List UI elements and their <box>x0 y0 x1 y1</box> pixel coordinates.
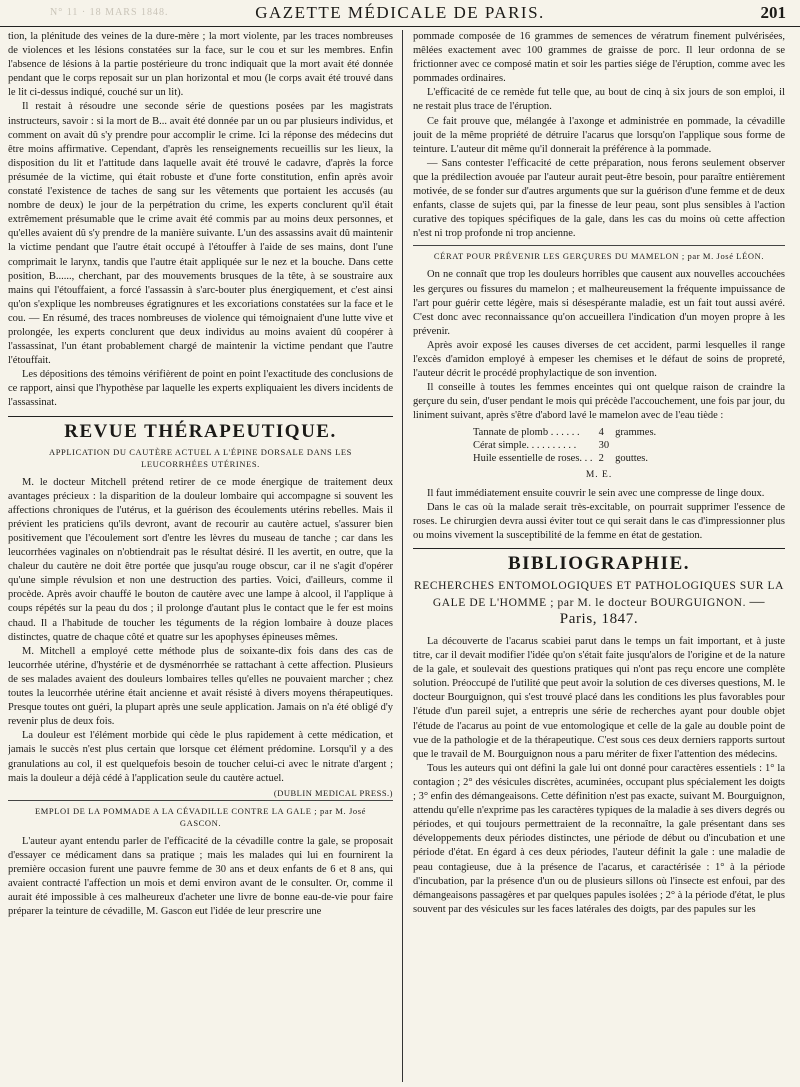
paragraph <box>8 729 393 798</box>
book-title <box>413 578 785 628</box>
ingredient-name: Tannate de plomb . . . . . . <box>473 427 580 439</box>
paragraph: pommade composée de 16 grammes de semences de vératrum finement pulvérisées, mêlées exactement avec 100 grammes de graisse de porc. Il leur ordonna de se frictionner avec ce composé matin et soir les parties siége de l'éruption, comme avec les pommades ordinaires. <box>413 31 785 85</box>
paragraph: Ce fait prouve que, mélangée à l'axonge et administrée en pommade, la cévadille jouit de la même propriété de détruire l'acarus que lorsqu'on l'applique sous forme de teinture. L'auteur dit même qu'il donnerait la préférence à la pommade. <box>413 115 785 155</box>
section-rule <box>8 416 393 417</box>
paragraph: Tous les auteurs qui ont défini la gale lui ont donné pour caractères essentiels : 1° la contagion ; 2° des vésicules discrètes, acuminées, occupant plus spécialement les doigts ; 3° enfin des démangeaisons. Cette définition n'est pas exacte, suivant M. Bourguignon, attendu qu'elle n'exprime pas les caractères typiques de la maladie à ses divers degrés ou périodes, et qui toujours permettraient de la reconnaître, la gale présentant dans ses développements deux périodes distinctes, une période de début ou d'incubation et une période d'état. En égard à ces deux périodes, l'auteur définit la gale : une maladie de peau contagieuse, due à la présence de l'acarus, et caractérisée : 1° à la période d'incubation, par la présence d'un ou de plusieurs sillons où l'insecte est enfoui, par des démangeaisons passagères et par quelques papules isolées ; 2° à la période d'état, le plus souvent par des vésicules sur les faces latérales des doigts, par des papules sur les <box>413 762 785 915</box>
source-citation: (DUBLIN MEDICAL PRESS.) <box>273 787 393 798</box>
ingredient-name: Cérat simple. . . . . . . . . . <box>473 440 577 452</box>
recipe-table <box>473 426 662 465</box>
ingredient-unit: gouttes. <box>615 453 649 465</box>
right-column <box>413 30 785 1082</box>
paragraph: L'efficacité de ce remède fut telle que, au bout de cinq à six jours de son emploi, il ne restait plus trace de l'éruption. <box>413 87 785 113</box>
paragraph-text: La douleur est l'élément morbide qui cède le plus rapidement à cette médication, et jamais le succès n'est plus certain que lorsque cet élément prédomine. Lorsqu'il y a des granulations au col, il est quelquefois besoin de toucher celui-ci avec le nitrate d'argent ; mais la douleur a déjà cédé à l'application seule du cautère actuel. <box>8 730 393 784</box>
ingredient-unit: grammes. <box>615 427 657 439</box>
paragraph: Il conseille à toutes les femmes enceintes qui ont quelque raison de craindre la gerçure du sein, d'user pendant le mois qui précède l'accouchement, une fois par jour, du liniment suivant, après s'être d'abord lavé le mamelon avec de l'eau tiède : <box>413 382 785 422</box>
recipe-signature: M. E. <box>585 470 613 481</box>
section-title-revue: REVUE THÉRAPEUTIQUE. <box>64 420 337 442</box>
recipe-row <box>473 426 662 439</box>
paragraph: Dans le cas où la malade serait très-excitable, on pourrait supprimer l'essence de roses. Le chirurgien devra aussi éviter tout ce qui serait dans le cas d'impressionner plus ou moins vivement la susceptibilité de la femme en état de gestation. <box>413 501 785 541</box>
book-place-year: — Paris, 1847. <box>559 594 766 627</box>
journal-title: GAZETTE MÉDICALE DE PARIS. <box>255 3 545 22</box>
paragraph: Après avoir exposé les causes diverses de cet accident, parmi lesquelles il range l'excès d'amidon employé à empeser les chemises et le défaut de soins de propreté, l'auteur décrit le procédé prophylactique de son invention. <box>413 339 785 380</box>
paragraph: Il restait à résoudre une seconde série de questions posées par les magistrats instructeurs, savoir : si la mort de B... avait été donnée par un ou par plusieurs individus, et comment on avait dû s'y prendre pour accomplir le crime. Ici la réponse des médecins dut être moins affirmative. Cependant, d'après les renseignements recueillis sur les lieux, la disposition du lit et l'attitude dans laquelle avait été trouvé le cadavre, d'après la force présumée de la victime, qui était robuste et d'une forte constitution, enfin après avoir constaté l'existence de taches de sang sur les vêtements que portaient les accusés (au nombre de deux) le jour de la perpétration du crime, les experts conclurent qu'il était extrêmement présumable que le crime avait été commis par au moins deux personnes, et qu'elles avaient dû s'y prendre de la manière suivante. L'un des assassins avait dû maintenir la victime pendant que l'autre était occupé à l'étouffer à l'aide de ses mains, dont l'une comprimait le larynx, tandis que l'autre était appliquée sur le nez et la bouche. Dans cette position, B......, cherchant, par des mouvements brusques de la tête, à se soustraire aux mains qui l'étouffaient, a forcé l'assassin à s'arc-bouter plus énergiquement, et c'est ainsi qu'on s'explique les nombreuses égratignures et les excoriations constatées sur la face et le cou. — En résumé, des traces nombreuses de violence qui témoignaient d'une lutte vive et prolongée, les experts conclurent que deux individus au moins avaient dû coopérer à l'assassinat, l'un étant probablement chargé de maintenir la victime pendant que l'autre l'étouffait. <box>8 101 393 367</box>
paragraph: On ne connaît que trop les douleurs horribles que causent aux nouvelles accouchées les gerçures ou fissures du mamelon ; et malheureusement la fréquente impuissance de l'art pour guérir cette légère, mais si désespérante maladie, est un fait tout aussi avéré. C'est donc avec reconnaissance qu'on accueillera l'indication d'un moyen propre à les prévenir. <box>413 269 785 337</box>
article-title: CÉRAT POUR PRÉVENIR LES GERÇURES DU MAMELON ; par M. José LÉON. <box>433 251 765 262</box>
ingredient-name: Huile essentielle de roses. . . <box>473 453 593 465</box>
recipe-row <box>473 452 662 465</box>
ingredient-qty: 2 <box>598 453 604 465</box>
ingredient-qty: 30 <box>598 440 610 452</box>
recipe-row <box>473 439 662 452</box>
column-divider <box>402 30 403 1082</box>
page-header <box>0 0 800 27</box>
ingredient-unit <box>615 439 662 452</box>
header-faint-date: N° 11 · 18 MARS 1848. <box>50 7 169 18</box>
paragraph: tion, la plénitude des veines de la dure-mère ; la mort violente, par les traces nombreuses de violences et les lésions constatées sur la face, sur le cou et sur les membres. Enfin l'absence de lésions à la partie postérieure du tronc indiquait que la mort avait été donnée pendant que le corps reposait sur un plan horizontal et mou (le corps avait été trouvé dans le lit ci-dessus indiqué, couché sur un lit). <box>8 31 393 99</box>
paragraph: M. le docteur Mitchell prétend retirer de ce mode énergique de traitement deux avantages précieux : la disparition de la douleur lombaire qui accompagne si souvent les affections chroniques de l'utérus, et la guérison des écoulements utérins rebelles. Mais il prévient les praticiens qu'ils devront, avant de recourir au cautère actuel, s'assurer bien positivement que l'écoulement sort d'entre les lèvres du museau de tanche ; car dans les leucorrhées vaginales on n'obtiendrait pas le résultat désiré. Il les avertit, en outre, que la chaleur du cautère ne doit être portée que jusqu'au rouge obscur, car il ne s'agit d'opérer qu'une simple révulsion et non une destruction des parties. Voici, d'ailleurs, comme il procède. Après avoir chauffé le bouton de cautère avec une lampe à alcool, il l'applique à coups répétés sur la peau du dos ; il prolonge d'autant plus le contact que le fer est moins chaud. Il a l'habitude de toucher les téguments de la région lombaire à douze places distinctes, quatre de chaque côté et quatre sur les apophyses épineuses mêmes. <box>8 476 393 643</box>
article-rule <box>8 800 393 801</box>
ingredient-qty: 4 <box>598 427 604 439</box>
left-column <box>8 30 393 1082</box>
book-title-text: RECHERCHES ENTOMOLOGIQUES ET PATHOLOGIQUES SUR LA GALE DE L'HOMME ; par M. le docteur BOURGUIGNON. <box>413 580 785 609</box>
page-number: 201 <box>760 3 786 22</box>
paragraph: La découverte de l'acarus scabiei parut dans le temps un fait important, et à juste titre, car il devait modifier l'idée qu'on s'était faite jusqu'alors de l'origine et de la nature de la gale, et soulevait des questions pratiques qui n'ont pas reçu encore une complète solution. Préoccupé de l'utilité que peut avoir la solution de ces diverses questions, M. le docteur Bourguignon, qui s'est trouvé placé dans les conditions les plus favorables pour l'étude d'un pareil sujet, a entrepris une série de recherches ayant pour double objet l'étude de l'acarus au point de vue entomologique et celle de la gale au double point de vue de la pathologie et de la thérapeutique. C'est sous ces deux derniers rapports surtout que le travail de M. Bourguignon nous a paru mériter de fixer l'attention des médecins. <box>413 636 785 760</box>
section-title-bibliographie: BIBLIOGRAPHIE. <box>507 552 690 574</box>
paragraph: — Sans contester l'efficacité de cette préparation, nous ferons seulement observer que la prédilection avouée par l'auteur aurait peut-être besoin, pour paraître entièrement motivée, de se fonder sur d'autres arguments que sur la guérison d'une femme et de deux enfants, classe de sujets qui, par la finesse de leur peau, sont plus sensibles à l'action curative des topiques spécifiques de la gale, dans les cas du moins où cette affection n'est ni trop profonde ni trop ancienne. <box>413 157 785 240</box>
article-title: APPLICATION DU CAUTÈRE ACTUEL A L'ÉPINE DORSALE DANS LES LEUCORRHÉES UTÉRINES. <box>48 446 353 469</box>
article-title: EMPLOI DE LA POMMADE A LA CÉVADILLE CONTRE LA GALE ; par M. José GASCON. <box>34 805 366 828</box>
paragraph: M. Mitchell a employé cette méthode plus de soixante-dix fois dans des cas de leucorrhée utérine, d'hystérie et de dysménorrhée se rattachant à cette affection. Plusieurs de ses malades avaient des douleurs lombaires telles qu'elles ne pouvaient marcher ; chez toutes la leucorrhée utérine était ancienne et avait résisté à divers moyens thérapeutiques. Presque toutes ont guéri, la plupart après une seule application. Jamais on n'a été obligé d'y revenir plus de deux fois. <box>8 645 393 728</box>
paragraph: L'auteur ayant entendu parler de l'efficacité de la cévadille contre la gale, se proposait d'essayer ce médicament dans sa pratique ; mais les malades qui lui en fournirent la première occasion furent une pauvre femme de 30 ans et deux enfants de 6 et 8 ans, qui avaient contracté l'affection un mois et demi environ avant de le consulter. Or, comme il aurait été impossible à ces malheureux d'acheter une livre de bonne eau-de-vie pour faire préparer la teinture de cévadille, M. Gascon eut l'idée de leur prescrire une <box>8 835 393 918</box>
paragraph: Les dépositions des témoins vérifièrent de point en point l'exactitude des conclusions de ce rapport, ainsi que l'hypothèse par laquelle les experts expliquaient les divers incidents de l'assassinat. <box>8 369 393 409</box>
paragraph: Il faut immédiatement ensuite couvrir le sein avec une compresse de linge doux. <box>427 487 765 499</box>
section-rule <box>413 548 785 549</box>
article-rule <box>413 245 785 246</box>
